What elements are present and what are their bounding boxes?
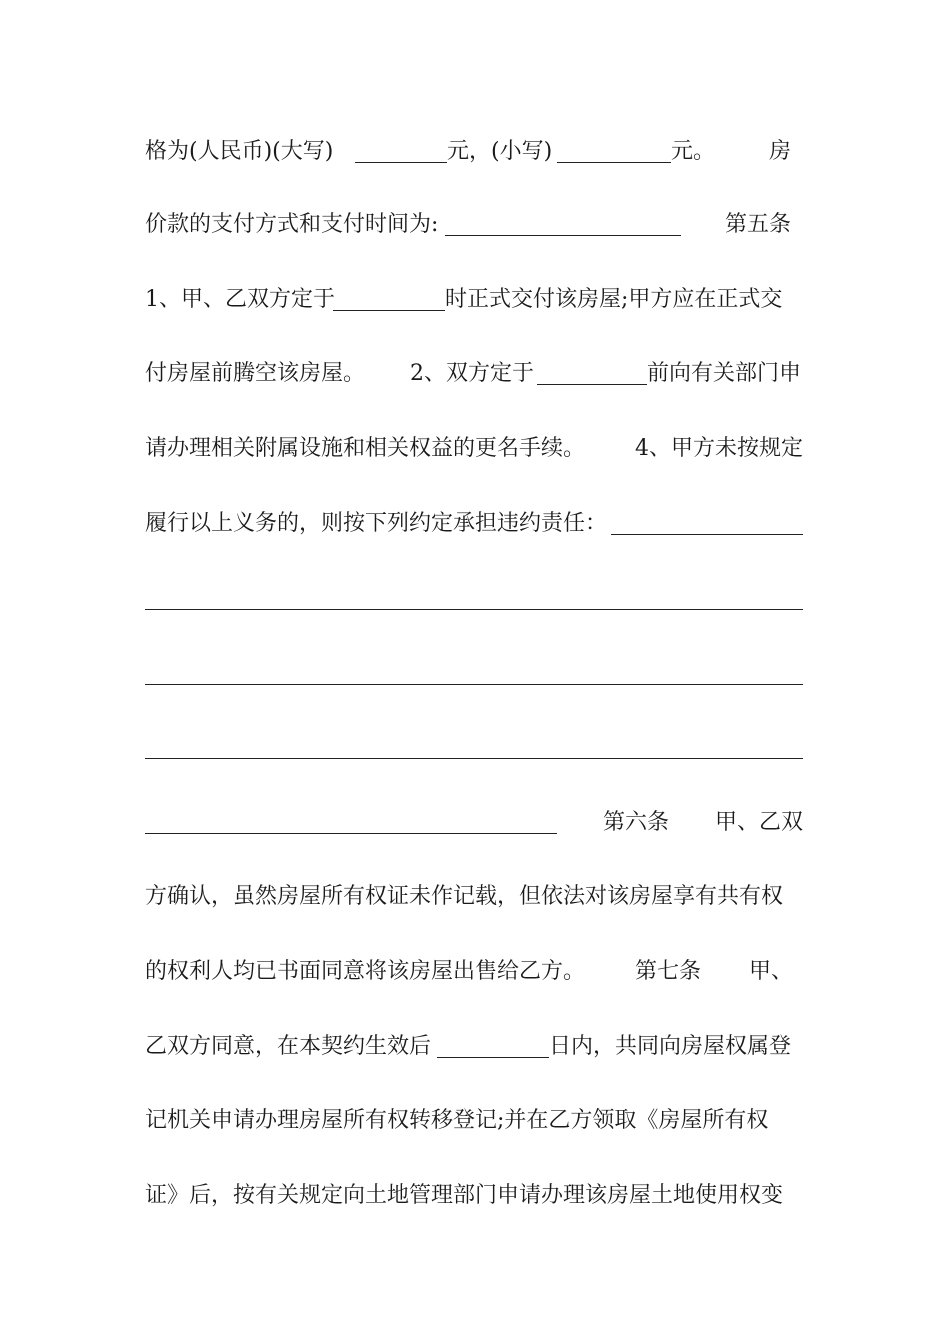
text-segment: 前向有关部门申 (647, 361, 802, 386)
text-segment: 履行以上义务的，则按下列约定承担违约责任： (145, 511, 608, 536)
text-line (145, 880, 805, 914)
text-line (145, 357, 805, 391)
fill-in-blank (437, 1057, 549, 1058)
fill-in-blank (611, 534, 803, 535)
blank-line (145, 731, 805, 765)
text-segment: 格为(人民币)(大写) (145, 139, 334, 164)
text-segment: 付房屋前腾空该房屋。 (145, 361, 366, 386)
text-line (145, 208, 805, 242)
fill-in-blank (445, 235, 681, 236)
blank-line (145, 657, 805, 691)
text-segment: 价款的支付方式和支付时间为: (145, 212, 439, 237)
text-segment: 方确认，虽然房屋所有权证未作记载，但依法对该房屋享有共有权 (145, 884, 784, 909)
text-segment: 元。 (671, 139, 716, 164)
text-segment: 请办理相关附属设施和相关权益的更名手续。 (145, 436, 586, 461)
blank-line (145, 582, 805, 616)
text-line (145, 1030, 805, 1064)
section-heading: 第五条 (725, 212, 792, 237)
text-segment: 2、双方定于 (410, 361, 534, 386)
fill-in-blank (333, 310, 445, 311)
text-line (145, 806, 805, 840)
text-line (145, 1104, 805, 1138)
text-line (145, 135, 805, 169)
text-segment: 时正式交付该房屋;甲方应在正式交 (445, 287, 783, 312)
text-segment: 元，(小写) (447, 139, 553, 164)
text-line (145, 1179, 805, 1213)
text-segment: 4、甲方未按规定 (635, 436, 803, 461)
fill-in-blank (557, 162, 671, 163)
text-segment: 记机关申请办理房屋所有权转移登记;并在乙方领取《房屋所有权 (145, 1108, 769, 1133)
text-line (145, 507, 805, 541)
text-segment: 日内，共同向房屋权属登 (549, 1034, 792, 1059)
fill-in-blank (145, 609, 803, 610)
fill-in-blank (355, 162, 447, 163)
fill-in-blank (145, 684, 803, 685)
text-segment: 乙双方同意，在本契约生效后 (145, 1034, 432, 1059)
text-segment: 1、甲、乙双方定于 (145, 287, 335, 312)
text-segment: 证》后，按有关规定向土地管理部门申请办理该房屋土地使用权变 (145, 1183, 784, 1208)
text-segment: 的权利人均已书面同意将该房屋出售给乙方。 (145, 959, 586, 984)
text-segment: 房 (769, 139, 792, 164)
fill-in-blank (537, 384, 647, 385)
fill-in-blank (145, 833, 557, 834)
text-line (145, 955, 805, 989)
section-heading: 第六条 (603, 810, 670, 835)
text-line (145, 432, 805, 466)
section-heading: 第七条 (635, 959, 702, 984)
text-segment: 甲、乙双 (715, 810, 804, 835)
fill-in-blank (145, 758, 803, 759)
text-line (145, 283, 805, 317)
text-segment: 甲、 (749, 959, 794, 984)
